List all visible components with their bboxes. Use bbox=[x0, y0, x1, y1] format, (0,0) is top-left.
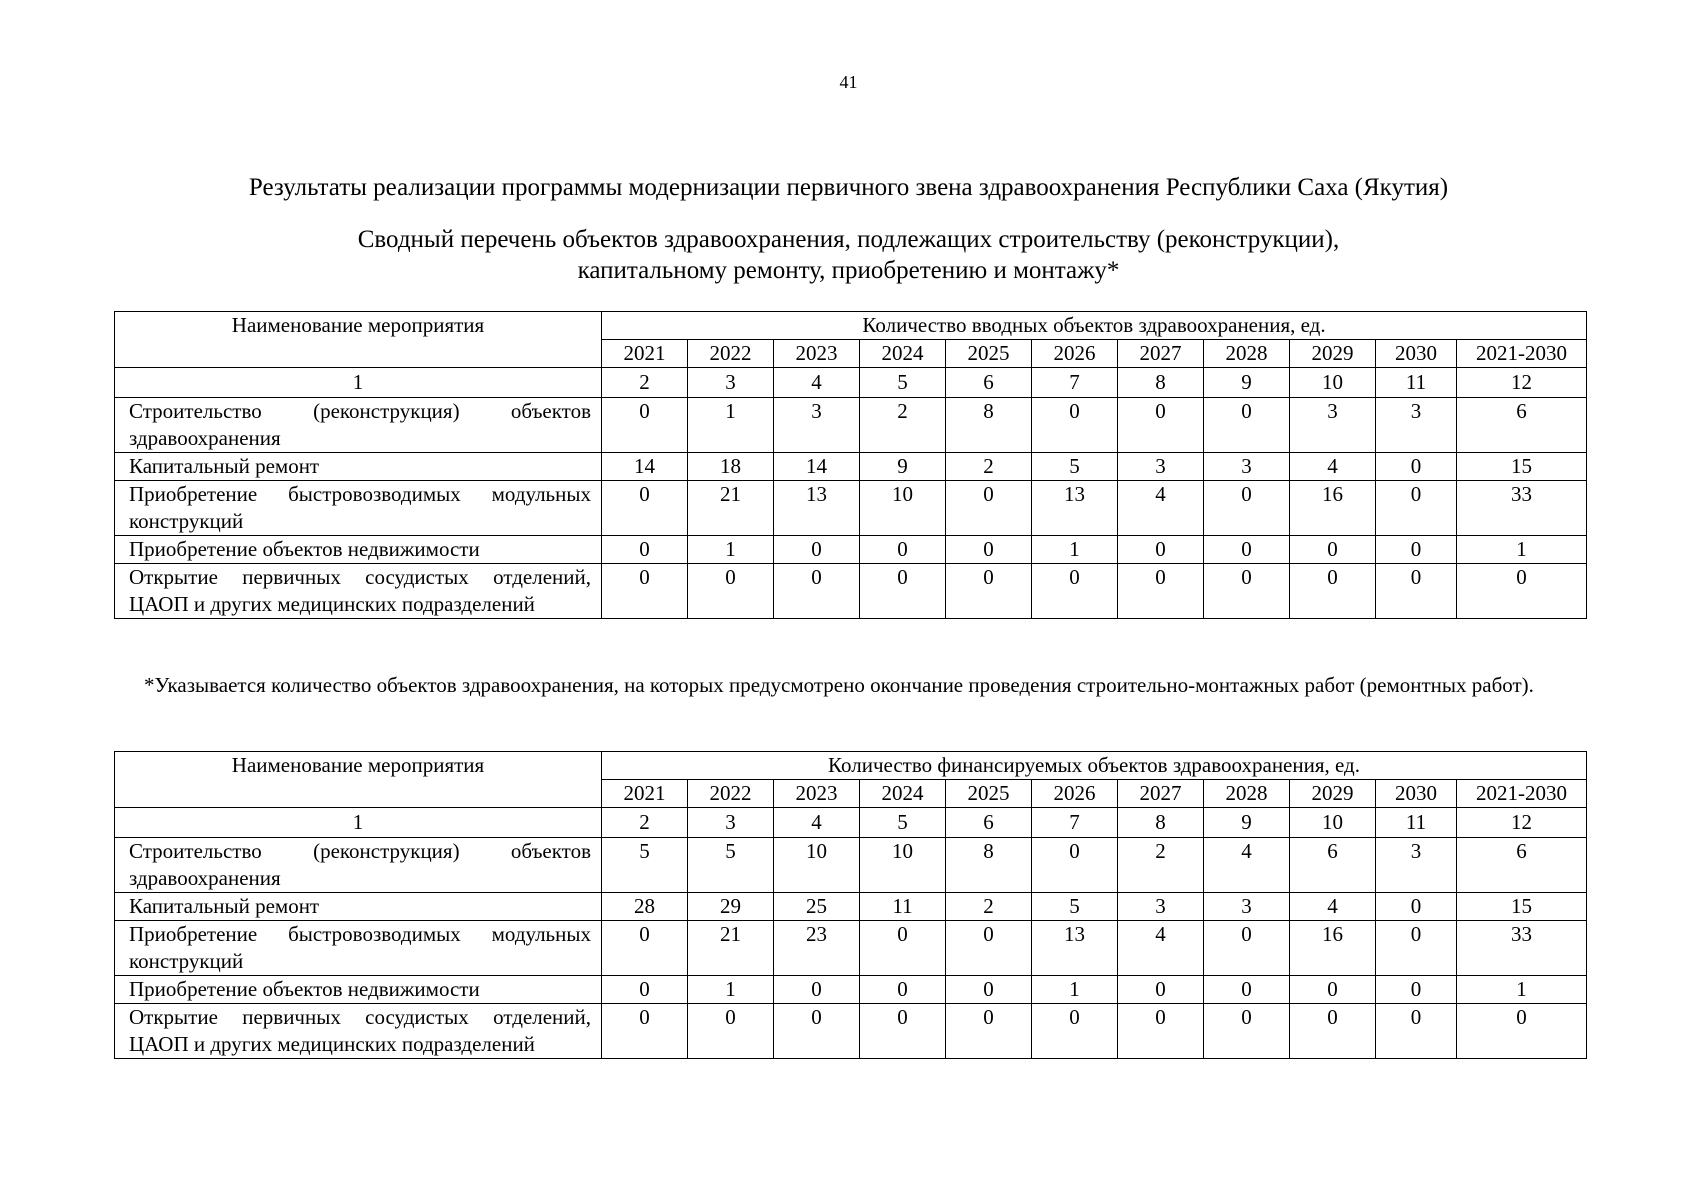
value-cell: 3 bbox=[1204, 453, 1290, 481]
value-cell: 0 bbox=[860, 1004, 946, 1059]
value-cell: 0 bbox=[774, 536, 860, 564]
value-cell: 21 bbox=[688, 921, 774, 976]
column-number: 6 bbox=[946, 368, 1032, 398]
value-cell: 0 bbox=[602, 398, 688, 453]
table-row bbox=[115, 921, 1587, 976]
value-cell: 11 bbox=[860, 893, 946, 921]
value-cell: 0 bbox=[1204, 921, 1290, 976]
value-cell: 28 bbox=[602, 893, 688, 921]
value-cell: 0 bbox=[774, 1004, 860, 1059]
year-header: 2022 bbox=[688, 340, 774, 368]
column-number: 3 bbox=[688, 808, 774, 838]
value-cell: 0 bbox=[1376, 564, 1457, 619]
column-number: 8 bbox=[1118, 808, 1204, 838]
activity-name: Строительство (реконструкция) объектов здравоохранения bbox=[115, 398, 602, 453]
year-header: 2021 bbox=[602, 340, 688, 368]
value-cell: 14 bbox=[774, 453, 860, 481]
value-cell: 15 bbox=[1457, 453, 1587, 481]
column-number: 5 bbox=[860, 368, 946, 398]
value-cell: 0 bbox=[602, 976, 688, 1004]
activity-name: Капитальный ремонт bbox=[115, 893, 602, 921]
year-header: 2023 bbox=[774, 340, 860, 368]
value-cell: 0 bbox=[1118, 536, 1204, 564]
table-row bbox=[115, 453, 1587, 481]
year-header: 2028 bbox=[1204, 780, 1290, 808]
table-row bbox=[115, 976, 1587, 1004]
value-cell: 0 bbox=[1204, 398, 1290, 453]
value-cell: 3 bbox=[1118, 893, 1204, 921]
value-cell: 0 bbox=[946, 1004, 1032, 1059]
column-number: 10 bbox=[1290, 368, 1376, 398]
value-cell: 0 bbox=[1290, 564, 1376, 619]
value-cell: 1 bbox=[688, 398, 774, 453]
value-cell: 0 bbox=[1290, 976, 1376, 1004]
value-cell: 0 bbox=[1376, 453, 1457, 481]
column-number: 2 bbox=[602, 808, 688, 838]
column-number: 3 bbox=[688, 368, 774, 398]
value-cell: 0 bbox=[1376, 1004, 1457, 1059]
value-cell: 0 bbox=[1118, 1004, 1204, 1059]
value-cell: 5 bbox=[1032, 453, 1118, 481]
year-header: 2026 bbox=[1032, 340, 1118, 368]
value-cell: 0 bbox=[1118, 976, 1204, 1004]
column-number: 12 bbox=[1457, 368, 1587, 398]
value-cell: 0 bbox=[1032, 564, 1118, 619]
value-cell: 10 bbox=[860, 481, 946, 536]
activity-name: Строительство (реконструкция) объектов здравоохранения bbox=[115, 838, 602, 893]
column-number: 12 bbox=[1457, 808, 1587, 838]
value-cell: 0 bbox=[688, 1004, 774, 1059]
financed-objects-table bbox=[114, 751, 1587, 1059]
year-header: 2030 bbox=[1376, 780, 1457, 808]
value-cell: 0 bbox=[1204, 564, 1290, 619]
value-cell: 0 bbox=[774, 564, 860, 619]
value-cell: 1 bbox=[1032, 536, 1118, 564]
column-number: 9 bbox=[1204, 368, 1290, 398]
value-cell: 0 bbox=[1457, 1004, 1587, 1059]
value-cell: 4 bbox=[1290, 893, 1376, 921]
value-cell: 0 bbox=[1376, 921, 1457, 976]
document-title: Результаты реализации программы модернизации первичного звена здравоохранения Республики Саха (Якутия) bbox=[248, 174, 1449, 201]
value-cell: 0 bbox=[602, 921, 688, 976]
column-number: 8 bbox=[1118, 368, 1204, 398]
value-cell: 0 bbox=[1118, 564, 1204, 619]
year-header: 2029 bbox=[1290, 340, 1376, 368]
value-cell: 21 bbox=[688, 481, 774, 536]
value-cell: 2 bbox=[1118, 838, 1204, 893]
year-header: 2026 bbox=[1032, 780, 1118, 808]
year-header: 2023 bbox=[774, 780, 860, 808]
value-cell: 0 bbox=[602, 1004, 688, 1059]
value-cell: 18 bbox=[688, 453, 774, 481]
value-cell: 0 bbox=[774, 976, 860, 1004]
value-cell: 0 bbox=[1376, 481, 1457, 536]
column-number-row bbox=[115, 368, 1587, 398]
value-cell: 0 bbox=[1204, 976, 1290, 1004]
activity-name: Приобретение быстровозводимых модульных конструкций bbox=[115, 921, 602, 976]
value-cell: 3 bbox=[1290, 398, 1376, 453]
page-number: 41 bbox=[839, 72, 858, 92]
activity-name: Приобретение объектов недвижимости bbox=[115, 976, 602, 1004]
value-cell: 0 bbox=[1376, 976, 1457, 1004]
value-cell: 0 bbox=[946, 976, 1032, 1004]
value-cell: 14 bbox=[602, 453, 688, 481]
activity-name: Приобретение объектов недвижимости bbox=[115, 536, 602, 564]
value-cell: 0 bbox=[860, 921, 946, 976]
value-cell: 8 bbox=[946, 838, 1032, 893]
value-cell: 5 bbox=[688, 838, 774, 893]
value-cell: 0 bbox=[946, 481, 1032, 536]
year-header: 2025 bbox=[946, 780, 1032, 808]
value-cell: 4 bbox=[1118, 481, 1204, 536]
value-cell: 0 bbox=[1204, 536, 1290, 564]
year-header: 2021-2030 bbox=[1457, 780, 1587, 808]
header-row bbox=[115, 752, 1587, 780]
year-header: 2025 bbox=[946, 340, 1032, 368]
column-number: 1 bbox=[115, 808, 602, 838]
activity-name: Капитальный ремонт bbox=[115, 453, 602, 481]
table-row bbox=[115, 536, 1587, 564]
column-number: 9 bbox=[1204, 808, 1290, 838]
value-cell: 3 bbox=[774, 398, 860, 453]
value-cell: 0 bbox=[1376, 536, 1457, 564]
column-number: 4 bbox=[774, 368, 860, 398]
table-row bbox=[115, 398, 1587, 453]
value-cell: 6 bbox=[1457, 838, 1587, 893]
value-cell: 33 bbox=[1457, 481, 1587, 536]
value-cell: 0 bbox=[1032, 838, 1118, 893]
column-number: 1 bbox=[115, 368, 602, 398]
year-header: 2028 bbox=[1204, 340, 1290, 368]
subtitle-line-1: Сводный перечень объектов здравоохранения, подлежащих строительству (реконструкции), bbox=[357, 226, 1340, 253]
column-number: 6 bbox=[946, 808, 1032, 838]
column-number: 10 bbox=[1290, 808, 1376, 838]
value-cell: 3 bbox=[1376, 838, 1457, 893]
value-cell: 16 bbox=[1290, 481, 1376, 536]
value-cell: 8 bbox=[946, 398, 1032, 453]
value-cell: 6 bbox=[1290, 838, 1376, 893]
table-row bbox=[115, 893, 1587, 921]
name-column-header: Наименование мероприятия bbox=[115, 312, 602, 368]
value-cell: 1 bbox=[1457, 536, 1587, 564]
table-row bbox=[115, 481, 1587, 536]
year-header: 2030 bbox=[1376, 340, 1457, 368]
value-cell: 2 bbox=[946, 453, 1032, 481]
value-cell: 0 bbox=[602, 481, 688, 536]
value-cell: 13 bbox=[774, 481, 860, 536]
value-cell: 0 bbox=[1032, 398, 1118, 453]
year-header: 2021-2030 bbox=[1457, 340, 1587, 368]
year-header: 2029 bbox=[1290, 780, 1376, 808]
value-cell: 0 bbox=[1376, 893, 1457, 921]
column-number-row bbox=[115, 808, 1587, 838]
value-cell: 0 bbox=[688, 564, 774, 619]
year-header: 2024 bbox=[860, 340, 946, 368]
value-cell: 15 bbox=[1457, 893, 1587, 921]
value-cell: 0 bbox=[860, 976, 946, 1004]
activity-name: Открытие первичных сосудистых отделений, ЦАОП и других медицинских подразделений bbox=[115, 1004, 602, 1059]
value-cell: 0 bbox=[1290, 1004, 1376, 1059]
column-number: 11 bbox=[1376, 808, 1457, 838]
value-cell: 10 bbox=[860, 838, 946, 893]
value-cell: 3 bbox=[1204, 893, 1290, 921]
commissioned-objects-table bbox=[114, 311, 1587, 619]
value-cell: 0 bbox=[1204, 481, 1290, 536]
table-row bbox=[115, 1004, 1587, 1059]
column-number: 7 bbox=[1032, 368, 1118, 398]
table-row bbox=[115, 564, 1587, 619]
value-cell: 13 bbox=[1032, 481, 1118, 536]
table-row bbox=[115, 838, 1587, 893]
value-cell: 29 bbox=[688, 893, 774, 921]
value-cell: 10 bbox=[774, 838, 860, 893]
year-header: 2027 bbox=[1118, 340, 1204, 368]
value-cell: 0 bbox=[602, 536, 688, 564]
value-cell: 5 bbox=[602, 838, 688, 893]
activity-name: Открытие первичных сосудистых отделений, ЦАОП и других медицинских подразделений bbox=[115, 564, 602, 619]
value-cell: 1 bbox=[688, 976, 774, 1004]
value-cell: 2 bbox=[860, 398, 946, 453]
value-cell: 13 bbox=[1032, 921, 1118, 976]
activity-name: Приобретение быстровозводимых модульных конструкций bbox=[115, 481, 602, 536]
value-cell: 0 bbox=[946, 921, 1032, 976]
value-cell: 16 bbox=[1290, 921, 1376, 976]
value-cell: 3 bbox=[1376, 398, 1457, 453]
group-column-header: Количество вводных объектов здравоохранения, ед. bbox=[602, 312, 1587, 340]
value-cell: 0 bbox=[1290, 536, 1376, 564]
column-number: 11 bbox=[1376, 368, 1457, 398]
column-number: 5 bbox=[860, 808, 946, 838]
value-cell: 0 bbox=[946, 564, 1032, 619]
value-cell: 1 bbox=[1032, 976, 1118, 1004]
year-header: 2022 bbox=[688, 780, 774, 808]
value-cell: 0 bbox=[1118, 398, 1204, 453]
group-column-header: Количество финансируемых объектов здравоохранения, ед. bbox=[602, 752, 1587, 780]
value-cell: 23 bbox=[774, 921, 860, 976]
value-cell: 0 bbox=[1204, 1004, 1290, 1059]
value-cell: 1 bbox=[688, 536, 774, 564]
value-cell: 2 bbox=[946, 893, 1032, 921]
value-cell: 0 bbox=[1457, 564, 1587, 619]
year-header: 2024 bbox=[860, 780, 946, 808]
value-cell: 3 bbox=[1118, 453, 1204, 481]
footnote: *Указывается количество объектов здравоохранения, на которых предусмотрено окончание проведения строительно-монтажных работ (ремонтных работ). bbox=[144, 673, 1534, 697]
year-header: 2021 bbox=[602, 780, 688, 808]
column-number: 2 bbox=[602, 368, 688, 398]
value-cell: 4 bbox=[1204, 838, 1290, 893]
value-cell: 0 bbox=[946, 536, 1032, 564]
value-cell: 6 bbox=[1457, 398, 1587, 453]
name-column-header: Наименование мероприятия bbox=[115, 752, 602, 808]
year-header: 2027 bbox=[1118, 780, 1204, 808]
value-cell: 4 bbox=[1290, 453, 1376, 481]
column-number: 7 bbox=[1032, 808, 1118, 838]
subtitle-line-2: капитальному ремонту, приобретению и монтажу* bbox=[577, 257, 1120, 284]
value-cell: 0 bbox=[860, 564, 946, 619]
value-cell: 9 bbox=[860, 453, 946, 481]
value-cell: 4 bbox=[1118, 921, 1204, 976]
value-cell: 25 bbox=[774, 893, 860, 921]
document-subtitle bbox=[0, 224, 1697, 286]
value-cell: 0 bbox=[860, 536, 946, 564]
value-cell: 33 bbox=[1457, 921, 1587, 976]
value-cell: 1 bbox=[1457, 976, 1587, 1004]
column-number: 4 bbox=[774, 808, 860, 838]
value-cell: 0 bbox=[1032, 1004, 1118, 1059]
value-cell: 5 bbox=[1032, 893, 1118, 921]
header-row bbox=[115, 312, 1587, 340]
value-cell: 0 bbox=[602, 564, 688, 619]
